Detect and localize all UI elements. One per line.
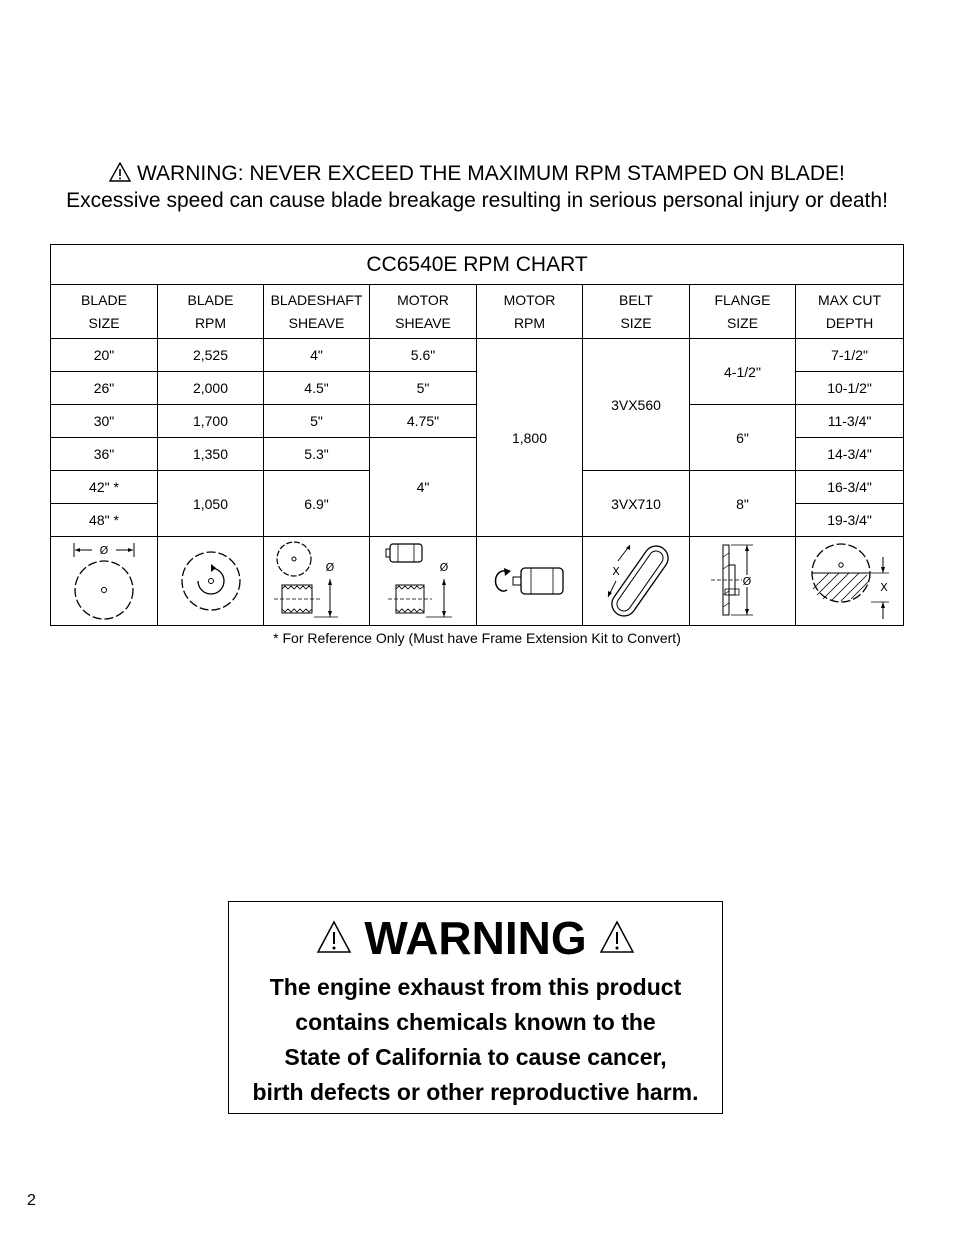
blade-rpm-cell: 2,000 <box>158 372 264 405</box>
belt-size-cell: 3VX560 <box>583 339 690 471</box>
diameter-label: Ø <box>325 561 334 574</box>
motor-rpm-diagram <box>477 537 583 626</box>
blade-size-cell: 48" * <box>51 504 158 537</box>
blade-rpm-cell: 2,525 <box>158 339 264 372</box>
max-cut-depth-cell: 19-3/4" <box>796 504 904 537</box>
chart-header-row <box>51 285 904 339</box>
prop65-warning-box <box>228 901 723 1114</box>
max-cut-depth-diagram <box>796 537 904 626</box>
cut-depth-icon <box>805 539 895 623</box>
motor-sheave-icon <box>378 539 468 623</box>
flange-size-cell: 4-1/2" <box>690 339 796 405</box>
diameter-label: Ø <box>99 544 109 557</box>
prop65-line: contains chemicals known to the <box>295 1009 656 1035</box>
blade-diameter-icon <box>69 541 139 621</box>
max-cut-depth-cell: 14-3/4" <box>796 438 904 471</box>
bladeshaft-sheave-diagram <box>264 537 370 626</box>
bladeshaft-sheave-icon <box>272 539 362 623</box>
prop65-line: The engine exhaust from this product <box>269 974 682 1000</box>
page-number: 2 <box>27 1192 36 1209</box>
header-motor-rpm: MOTOR RPM <box>477 285 583 339</box>
belt-size-diagram <box>583 537 690 626</box>
max-cut-depth-cell: 11-3/4" <box>796 405 904 438</box>
blade-size-cell: 30" <box>51 405 158 438</box>
header-flange-size: FLANGE SIZE <box>690 285 796 339</box>
blade-size-cell: 26" <box>51 372 158 405</box>
motor-sheave-cell: 4.75" <box>370 405 477 438</box>
motor-sheave-cell: 5" <box>370 372 477 405</box>
top-warning-line1: WARNING: NEVER EXCEED THE MAXIMUM RPM STAMPED ON BLADE! <box>0 160 954 187</box>
prop65-line: birth defects or other reproductive harm. <box>252 1079 699 1105</box>
motor-rotation-icon <box>485 546 575 616</box>
max-cut-depth-cell: 7-1/2" <box>796 339 904 372</box>
belt-size-cell: 3VX710 <box>583 471 690 537</box>
blade-rpm-cell: 1,350 <box>158 438 264 471</box>
diagram-row <box>51 537 904 626</box>
diameter-label: Ø <box>742 575 751 588</box>
diameter-label: Ø <box>439 561 449 574</box>
reference-footnote: * For Reference Only (Must have Frame Extension Kit to Convert) <box>273 630 681 646</box>
bladeshaft-sheave-cell: 5" <box>264 405 370 438</box>
header-max-cut-depth: MAX CUT DEPTH <box>796 285 904 339</box>
header-bladeshaft-sheave: BLADESHAFT SHEAVE <box>264 285 370 339</box>
blade-rpm-cell: 1,700 <box>158 405 264 438</box>
header-belt-size: BELT SIZE <box>583 285 690 339</box>
header-blade-size: BLADE SIZE <box>51 285 158 339</box>
bladeshaft-sheave-cell: 4.5" <box>264 372 370 405</box>
prop65-body <box>229 970 722 1110</box>
flange-icon <box>703 539 783 623</box>
blade-rotation-icon <box>176 546 246 616</box>
warning-triangle-icon <box>599 920 635 954</box>
chart-title: CC6540E RPM CHART <box>51 245 904 285</box>
warning-triangle-icon <box>316 920 352 954</box>
top-warning <box>0 160 954 214</box>
max-cut-depth-cell: 10-1/2" <box>796 372 904 405</box>
blade-rpm-diagram <box>158 537 264 626</box>
prop65-title: WARNING <box>229 912 722 964</box>
prop65-line: State of California to cause cancer, <box>284 1044 667 1070</box>
table-row <box>51 339 904 372</box>
belt-loop-icon <box>596 539 676 623</box>
motor-sheave-diagram <box>370 537 477 626</box>
motor-rpm-cell: 1,800 <box>477 339 583 537</box>
rpm-chart-table <box>50 244 904 626</box>
motor-sheave-cell: 4" <box>370 438 477 537</box>
blade-size-cell: 20" <box>51 339 158 372</box>
max-cut-depth-cell: 16-3/4" <box>796 471 904 504</box>
bladeshaft-sheave-cell: 4" <box>264 339 370 372</box>
motor-sheave-cell: 5.6" <box>370 339 477 372</box>
warning-triangle-icon <box>109 162 131 182</box>
top-warning-line2: Excessive speed can cause blade breakage resulting in serious personal injury or death! <box>66 189 888 212</box>
depth-label: X <box>612 565 620 578</box>
depth-label: X <box>879 581 888 594</box>
flange-size-cell: 8" <box>690 471 796 537</box>
blade-size-cell: 36" <box>51 438 158 471</box>
bladeshaft-sheave-cell: 5.3" <box>264 438 370 471</box>
bladeshaft-sheave-cell: 6.9" <box>264 471 370 537</box>
blade-rpm-cell: 1,050 <box>158 471 264 537</box>
flange-size-diagram <box>690 537 796 626</box>
flange-size-cell: 6" <box>690 405 796 471</box>
header-motor-sheave: MOTOR SHEAVE <box>370 285 477 339</box>
blade-size-cell: 42" * <box>51 471 158 504</box>
header-blade-rpm: BLADE RPM <box>158 285 264 339</box>
blade-size-diagram <box>51 537 158 626</box>
